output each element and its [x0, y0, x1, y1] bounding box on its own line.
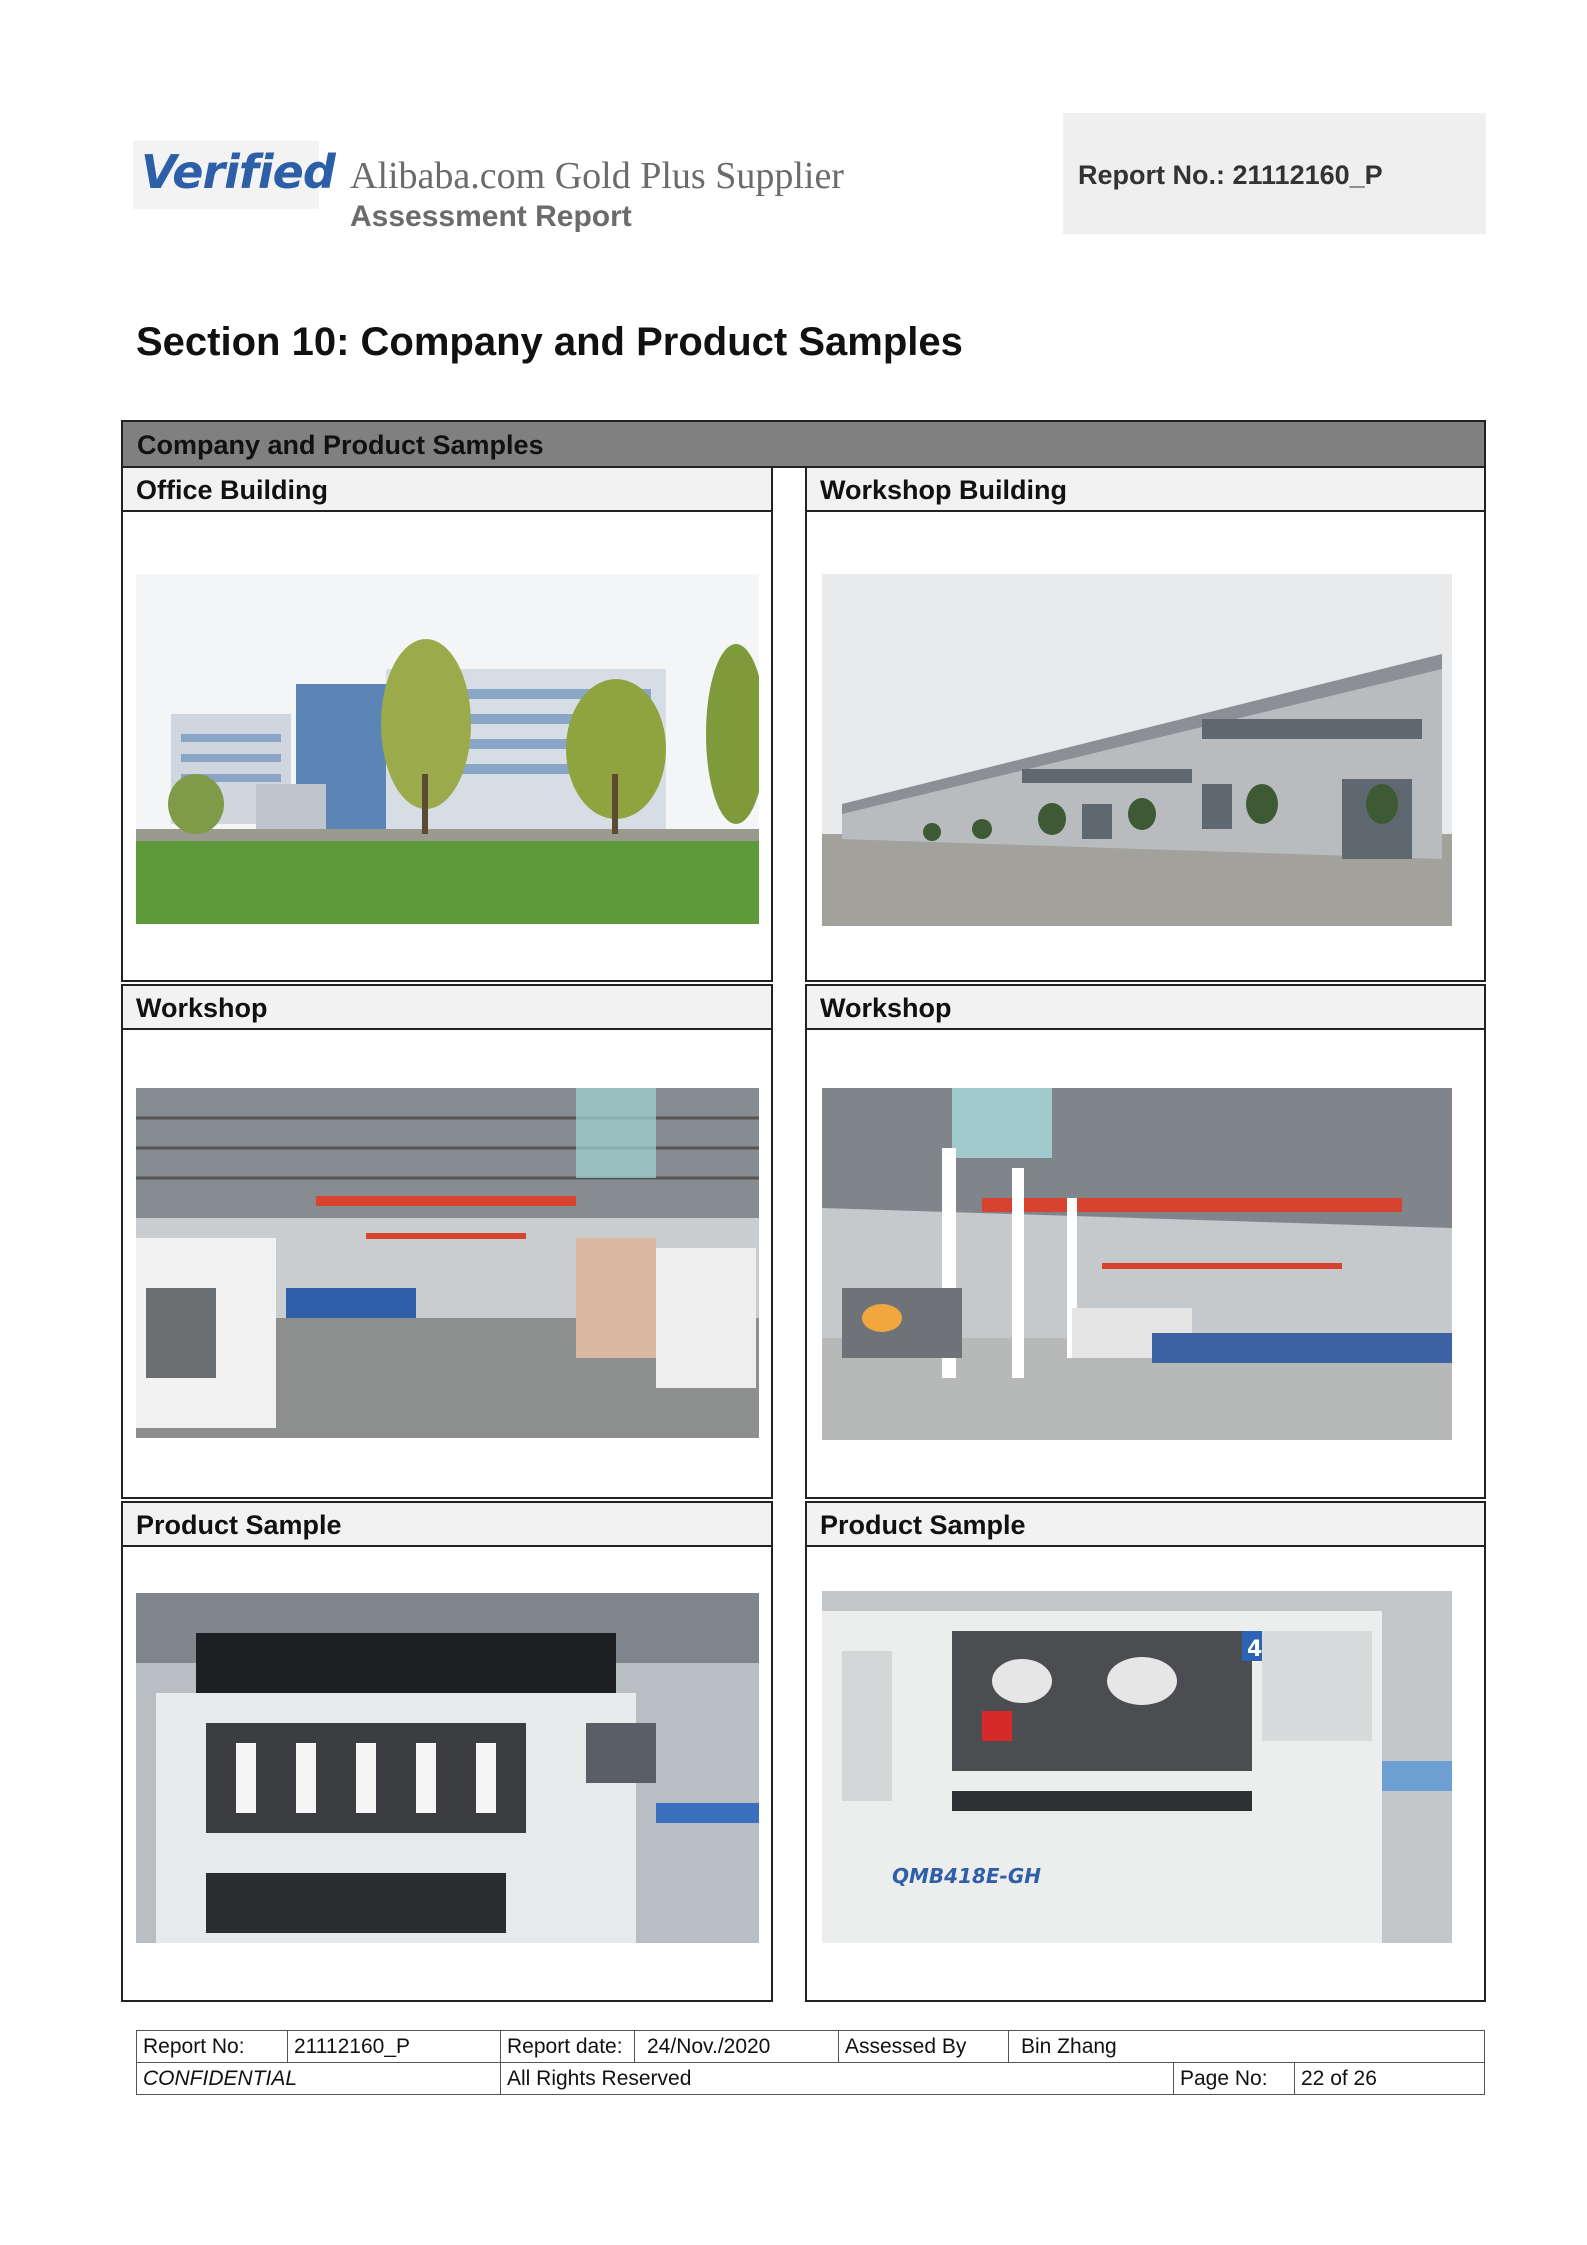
- sample-cell-workshop-building: [805, 466, 1486, 982]
- sample-label-office-building: Office Building: [136, 475, 328, 505]
- footer-rights: All Rights Reserved: [500, 2063, 1173, 2094]
- machine-badge-text: 4: [1247, 1637, 1263, 1662]
- sample-label-workshop-building: Workshop Building: [820, 475, 1067, 505]
- sample-cell-label: [123, 986, 771, 1030]
- workshop-interior-photo-1: [136, 1088, 759, 1438]
- footer-row-1: [137, 2031, 1484, 2062]
- footer-page-label: Page No:: [1173, 2063, 1294, 2094]
- footer-report-date-label: Report date:: [500, 2031, 634, 2062]
- sample-cell-label: [123, 468, 771, 512]
- supplier-subtitle: Assessment Report: [350, 200, 632, 233]
- footer-row-2: [137, 2062, 1484, 2094]
- samples-table-heading: [121, 420, 1486, 468]
- footer-assessed-by-label: Assessed By: [838, 2031, 1008, 2062]
- sample-cell-label: [807, 1503, 1484, 1547]
- footer-assessed-by-value: Bin Zhang: [1008, 2031, 1484, 2062]
- sample-cell-workshop-2: [805, 984, 1486, 1499]
- sample-cell-label: [123, 1503, 771, 1547]
- machine-model-text: QMB418E-GH: [892, 1864, 1042, 1888]
- footer-confidential: CONFIDENTIAL: [143, 2067, 298, 2090]
- sample-label-product-1: Product Sample: [136, 1510, 342, 1540]
- sample-cell-product-2: [805, 1501, 1486, 2002]
- sample-cell-label: [807, 986, 1484, 1030]
- samples-table: [121, 420, 1484, 2000]
- footer-page-value: 22 of 26: [1294, 2063, 1484, 2094]
- supplier-title: Alibaba.com Gold Plus Supplier: [350, 155, 844, 197]
- footer-report-date-value: 24/Nov./2020: [634, 2031, 838, 2062]
- product-sample-photo-1: [136, 1593, 759, 1943]
- sample-label-product-2: Product Sample: [820, 1510, 1026, 1540]
- office-building-photo: [136, 574, 759, 924]
- footer-report-no-value: 21112160_P: [287, 2031, 500, 2062]
- sample-cell-label: [807, 468, 1484, 512]
- report-footer: [136, 2030, 1485, 2095]
- samples-heading-text: Company and Product Samples: [137, 430, 544, 460]
- footer-report-no-label: Report No:: [143, 2035, 245, 2058]
- report-number-box: [1063, 113, 1486, 234]
- workshop-interior-photo-2: [822, 1088, 1452, 1440]
- section-title: Section 10: Company and Product Samples: [136, 320, 963, 364]
- report-number: Report No.: 21112160_P: [1078, 160, 1383, 190]
- sample-cell-workshop-1: [121, 984, 773, 1499]
- workshop-building-photo: [822, 574, 1452, 926]
- sample-label-workshop-2: Workshop: [820, 993, 952, 1023]
- product-sample-photo-2: [822, 1591, 1452, 1943]
- sample-cell-product-1: [121, 1501, 773, 2002]
- verified-logo-text: Verified: [141, 145, 335, 199]
- verified-logo: [133, 141, 335, 209]
- sample-label-workshop-1: Workshop: [136, 993, 268, 1023]
- sample-cell-office-building: [121, 466, 773, 982]
